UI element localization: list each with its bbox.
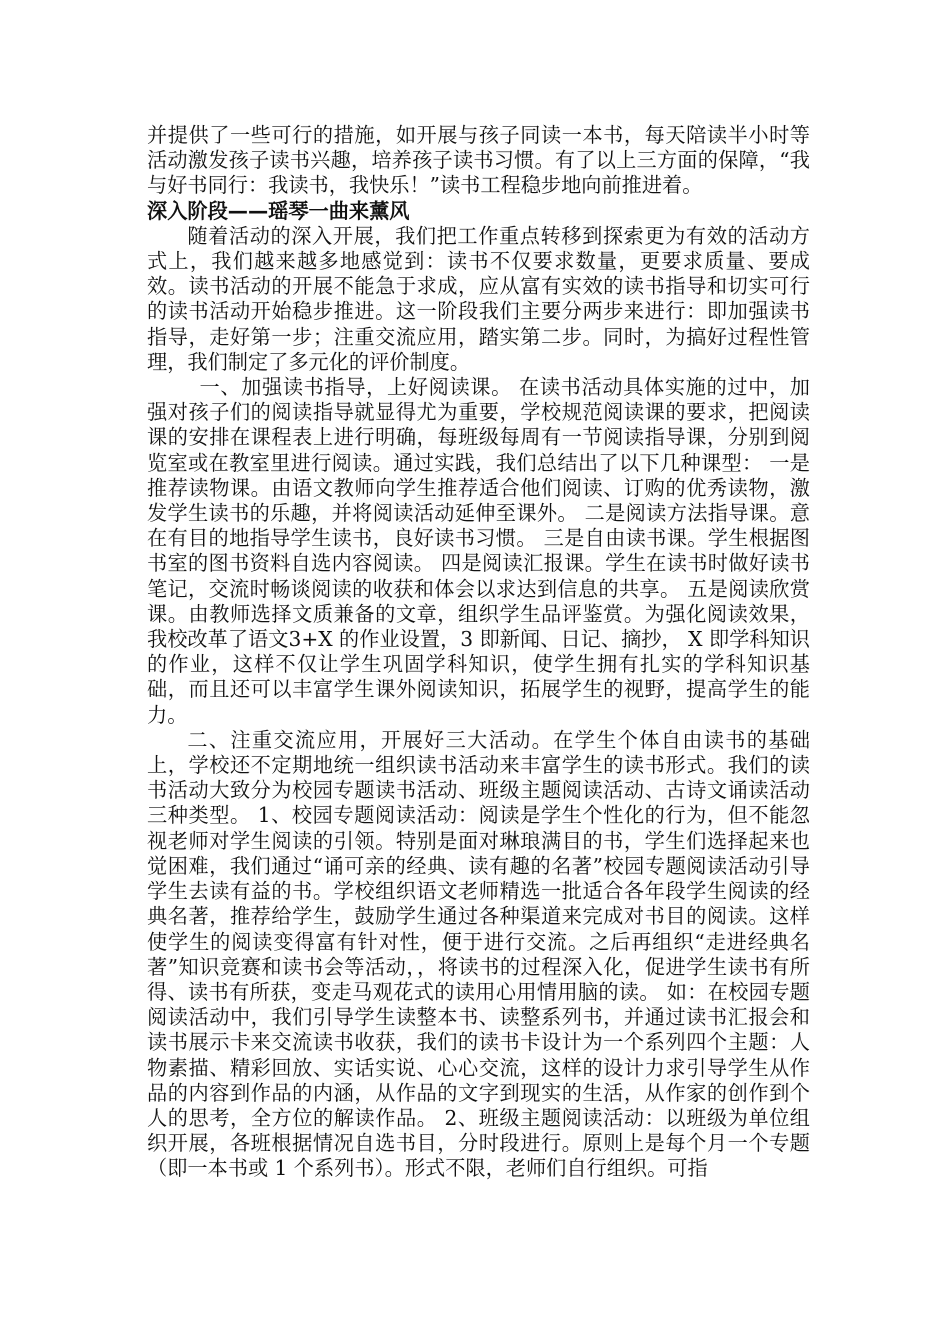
document-page: [147, 123, 810, 1182]
paragraph-exchange-activities: 二、注重交流应用，开展好三大活动。在学生个体自由读书的基础上，学校还不定期地统一组织读书活动来丰富学生的读书形式。我们的读书活动大致分为校园专题读书活动、班级主题阅读活动、古诗文诵读活动三种类型。 1、校园专题阅读活动：阅读是学生个性化的行为，但不能忽视老师对学生阅读的引领。特别是面对琳琅满目的书，学生们选择起来也觉困难，我们通过“诵可亲的经典、读有趣的名著”校园专题阅读活动引导学生去读有益的书。学校组织语文老师精选一批适合各年段学生阅读的经典名著，推荐给学生，鼓励学生通过各种渠道来完成对书目的阅读。这样使学生的阅读变得富有针对性，便于进行交流。之后再组织“走进经典名著”知识竞赛和读书会等活动，，将读书的过程深入化，促进学生读书有所得、读书有所获，变走马观花式的读用心用情用脑的读。 如：在校园专题阅读活动中，我们引导学生读整本书、读整系列书，并通过读书汇报会和读书展示卡来交流读书收获，我们的读书卡设计为一个系列四个主题：人物素描、精彩回放、实话实说、心心交流，这样的设计力求引导学生从作品的内容到作品的内涵，从作品的文字到现实的生活，从作家的创作到个人的思考，全方位的解读作品。 2、班级主题阅读活动：以班级为单位组织开展，各班根据情况自选书目，分时段进行。原则上是每个月一个专题（即一本书或 1 个系列书）。形式不限，老师们自行组织。可指: [147, 727, 810, 1181]
paragraph-intro-continuation: 并提供了一些可行的措施，如开展与孩子同读一本书，每天陪读半小时等活动激发孩子读书兴趣，培养孩子读书习惯。有了以上三方面的保障，“我与好书同行：我读书，我快乐！”读书工程稳步地向前推进着。: [147, 123, 810, 198]
paragraph-reading-guidance: 一、加强读书指导，上好阅读课。 在读书活动具体实施的过中，加强对孩子们的阅读指导就显得尤为重要，学校规范阅读课的要求，把阅读课的安排在课程表上进行明确，每班级每周有一节阅读指导课，分别到阅览室或在教室里进行阅读。通过实践，我们总结出了以下几种课型： 一是推荐读物课。由语文教师向学生推荐适合他们阅读、订购的优秀读物，激发学生读书的乐趣，并将阅读活动延伸至课外。 二是阅读方法指导课。意在有目的地指导学生读书，良好读书习惯。 三是自由读书课。学生根据图书室的图书资料自选内容阅读。 四是阅读汇报课。学生在读书时做好读书笔记，交流时畅谈阅读的收获和体会以求达到信息的共享。 五是阅读欣赏课。由教师选择文质兼备的文章，组织学生品评鉴赏。为强化阅读效果，我校改革了语文3+X 的作业设置，3 即新闻、日记、摘抄， X 即学科知识的作业，这样不仅让学生巩固学科知识，使学生拥有扎实的学科知识基础，而且还可以丰富学生课外阅读知识，拓展学生的视野，提高学生的能力。: [147, 375, 810, 727]
section-heading: 深入阶段——瑶琴一曲来薰风: [147, 198, 410, 223]
paragraph-stage-overview: 随着活动的深入开展，我们把工作重点转移到探索更为有效的活动方式上，我们越来越多地感觉到：读书不仅要求数量，更要求质量、要成效。读书活动的开展不能急于求成，应从富有实效的读书指导和切实可行的读书活动开始稳步推进。这一阶段我们主要分两步来进行：即加强读书指导，走好第一步；注重交流应用，踏实第二步。同时，为搞好过程性管理，我们制定了多元化的评价制度。: [147, 223, 810, 374]
